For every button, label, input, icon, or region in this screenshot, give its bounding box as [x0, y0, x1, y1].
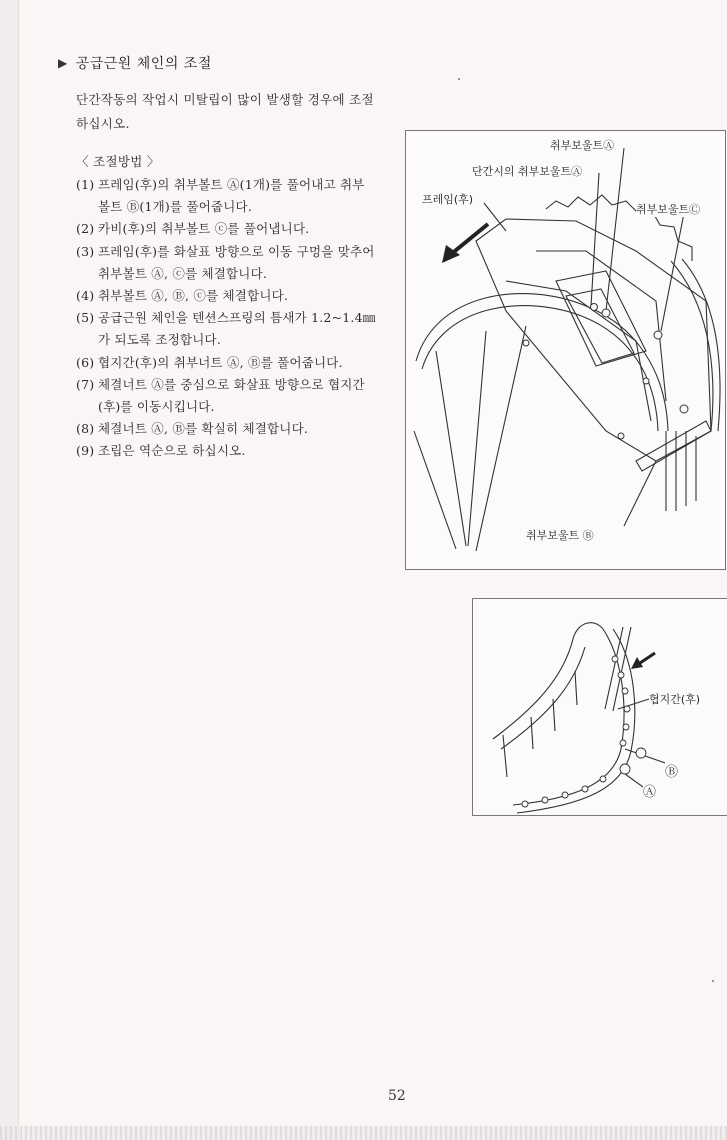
step-text: 협지간(후)의 취부너트 Ⓐ, Ⓑ를 풀어줍니다. — [98, 354, 343, 370]
step-number: (3) — [76, 243, 95, 259]
section-title-text: 공급근원 체인의 조절 — [75, 56, 212, 72]
method-header: 〈 조절방법 〉 — [76, 154, 160, 169]
step-item — [76, 307, 376, 351]
direction-arrow-icon — [631, 653, 655, 669]
step-item — [76, 218, 376, 240]
step-item — [76, 241, 376, 285]
frame-assembly-figure — [405, 130, 726, 570]
label-bolt-b: 취부보울트 Ⓑ — [526, 529, 594, 542]
section-title — [58, 53, 212, 73]
step-item — [76, 352, 376, 374]
page-number: 52 — [388, 1088, 406, 1104]
intro-paragraph: 단간작동의 작업시 미탈립이 많이 발생할 경우에 조절하십시오. — [76, 92, 374, 131]
step-text: 취부볼트 Ⓐ, Ⓑ, ⓒ를 체결합니다. — [98, 288, 289, 304]
step-number: (2) — [76, 221, 95, 237]
step-number: (4) — [76, 288, 95, 304]
label-bolt-a: 취부보울트Ⓐ — [550, 139, 615, 152]
step-item — [76, 285, 376, 307]
label-mark-b: Ⓑ — [665, 761, 678, 780]
step-text: 조립은 역순으로 하십시오. — [98, 443, 246, 459]
step-item — [76, 440, 376, 462]
step-number: (9) — [76, 443, 95, 459]
step-text: 공급근원 체인을 텐션스프링의 틈새가 1.2~1.4㎜가 되도록 조정합니다. — [98, 310, 376, 348]
step-text: 체결너트 Ⓐ, Ⓑ를 확실히 체결합니다. — [98, 421, 309, 437]
step-text: 프레임(후)를 화살표 방향으로 이동 구멍을 맞추어 취부볼트 Ⓐ, ⓒ를 체결합니다. — [98, 243, 375, 281]
label-clamp-rear: 협지간(후) — [649, 693, 701, 706]
steps-list — [76, 174, 376, 463]
direction-arrow-icon — [442, 224, 488, 263]
scan-speck — [712, 980, 714, 982]
step-item — [76, 174, 376, 218]
scan-strip — [0, 1126, 727, 1140]
step-text: 프레임(후)의 취부볼트 Ⓐ(1개)를 풀어내고 취부볼트 Ⓑ(1개)를 풀어줍니다. — [98, 177, 365, 215]
label-bolt-c: 취부보울트Ⓒ — [636, 203, 701, 216]
triangle-bullet-icon: ▶ — [58, 56, 68, 70]
step-number: (5) — [76, 310, 95, 326]
label-frame-rear: 프레임(후) — [422, 193, 474, 206]
step-number: (8) — [76, 421, 95, 437]
step-number: (7) — [76, 376, 95, 392]
label-mark-a: Ⓐ — [643, 781, 656, 800]
step-item — [76, 418, 376, 440]
step-text: 카비(후)의 취부볼트 ⓒ를 풀어냅니다. — [98, 221, 310, 237]
clamp-drawing — [473, 599, 727, 815]
clamp-figure — [472, 598, 727, 816]
label-stalk-bolt-a: 단간시의 취부보울트Ⓐ — [472, 165, 583, 178]
step-number: (6) — [76, 354, 95, 370]
page-edge — [0, 0, 19, 1140]
scan-speck — [458, 78, 460, 80]
step-item — [76, 374, 376, 418]
step-number: (1) — [76, 177, 95, 192]
step-text: 체결너트 Ⓐ를 중심으로 화살표 방향으로 협지간(후)를 이동시킵니다. — [98, 376, 365, 415]
